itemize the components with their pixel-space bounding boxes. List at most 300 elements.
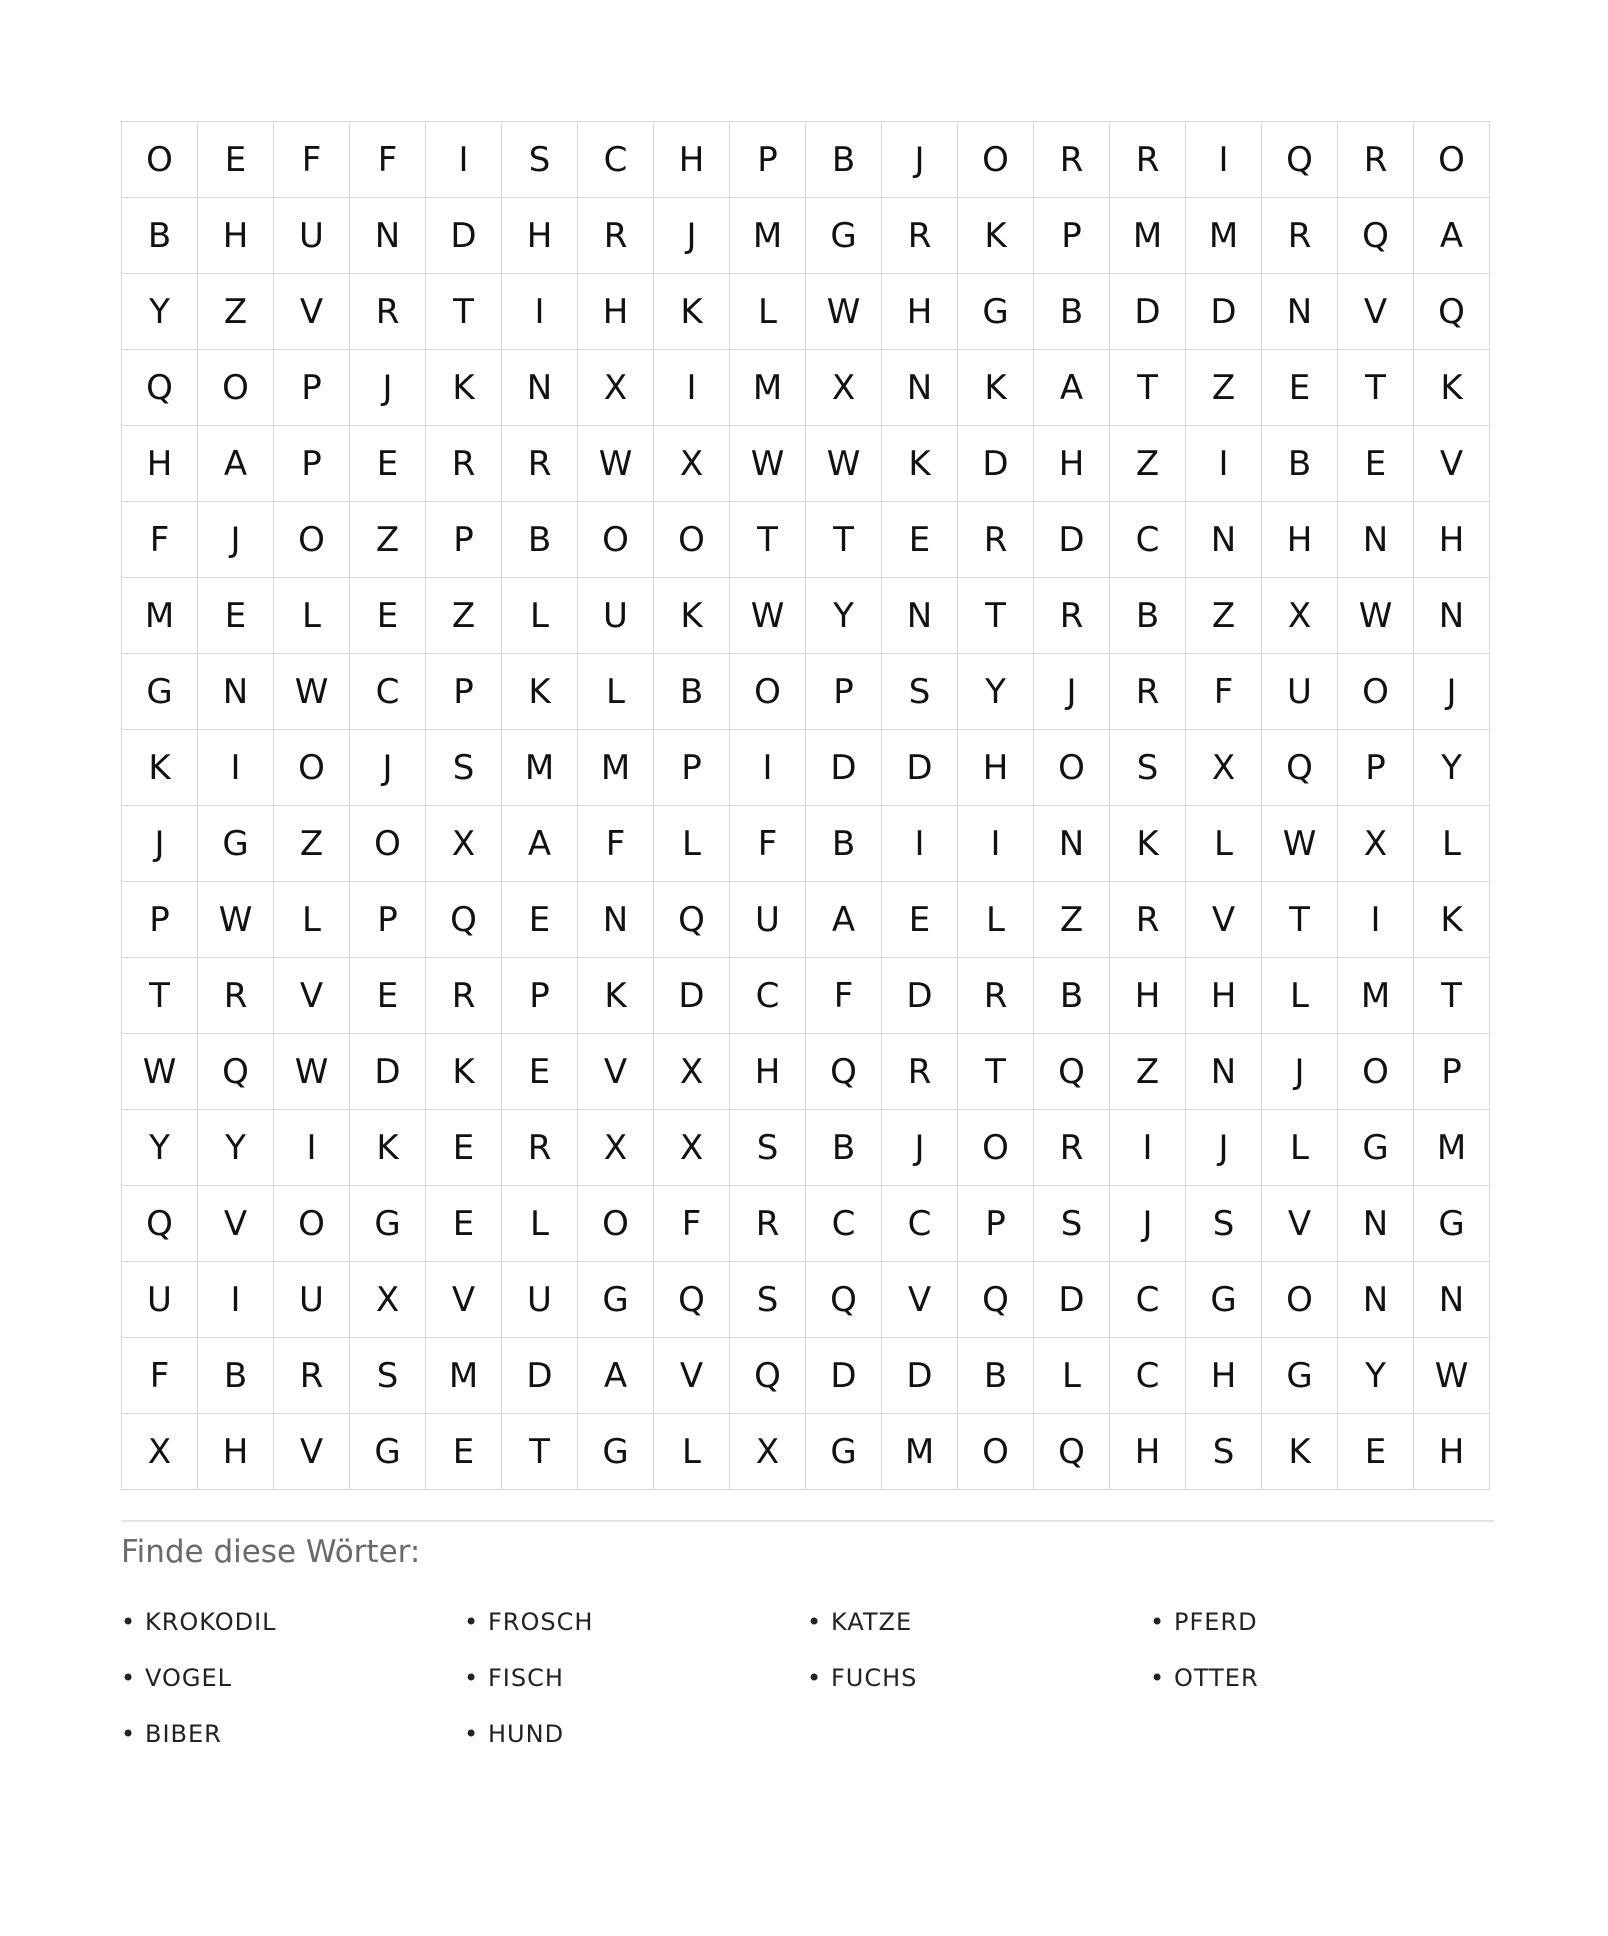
- grid-cell[interactable]: D: [806, 1338, 882, 1414]
- grid-cell[interactable]: H: [198, 198, 274, 274]
- grid-cell[interactable]: I: [654, 350, 730, 426]
- grid-cell[interactable]: U: [730, 882, 806, 958]
- grid-cell[interactable]: M: [578, 730, 654, 806]
- grid-cell[interactable]: G: [1262, 1338, 1338, 1414]
- grid-cell[interactable]: W: [274, 1034, 350, 1110]
- grid-cell[interactable]: S: [1186, 1414, 1262, 1490]
- grid-cell[interactable]: R: [1338, 122, 1414, 198]
- grid-cell[interactable]: T: [426, 274, 502, 350]
- grid-cell[interactable]: H: [578, 274, 654, 350]
- grid-cell[interactable]: V: [426, 1262, 502, 1338]
- grid-cell[interactable]: H: [1110, 1414, 1186, 1490]
- grid-cell[interactable]: A: [502, 806, 578, 882]
- grid-cell[interactable]: V: [654, 1338, 730, 1414]
- grid-cell[interactable]: R: [1110, 882, 1186, 958]
- grid-cell[interactable]: Z: [426, 578, 502, 654]
- grid-cell[interactable]: J: [1414, 654, 1490, 730]
- grid-cell[interactable]: N: [350, 198, 426, 274]
- grid-cell[interactable]: V: [1338, 274, 1414, 350]
- grid-cell[interactable]: J: [654, 198, 730, 274]
- grid-cell[interactable]: Q: [1338, 198, 1414, 274]
- grid-cell[interactable]: P: [502, 958, 578, 1034]
- grid-cell[interactable]: O: [578, 1186, 654, 1262]
- grid-cell[interactable]: N: [1262, 274, 1338, 350]
- grid-cell[interactable]: D: [350, 1034, 426, 1110]
- grid-cell[interactable]: E: [426, 1110, 502, 1186]
- grid-cell[interactable]: Z: [1110, 426, 1186, 502]
- grid-cell[interactable]: Q: [654, 882, 730, 958]
- grid-cell[interactable]: J: [1186, 1110, 1262, 1186]
- grid-cell[interactable]: R: [578, 198, 654, 274]
- grid-cell[interactable]: G: [350, 1186, 426, 1262]
- grid-cell[interactable]: K: [654, 578, 730, 654]
- grid-cell[interactable]: R: [502, 426, 578, 502]
- grid-cell[interactable]: H: [1262, 502, 1338, 578]
- grid-cell[interactable]: E: [426, 1186, 502, 1262]
- grid-cell[interactable]: R: [198, 958, 274, 1034]
- grid-cell[interactable]: G: [350, 1414, 426, 1490]
- grid-cell[interactable]: Z: [1186, 578, 1262, 654]
- grid-cell[interactable]: R: [958, 502, 1034, 578]
- grid-cell[interactable]: K: [1262, 1414, 1338, 1490]
- grid-cell[interactable]: E: [350, 426, 426, 502]
- grid-cell[interactable]: N: [1338, 1262, 1414, 1338]
- grid-cell[interactable]: S: [730, 1262, 806, 1338]
- grid-cell[interactable]: D: [882, 958, 958, 1034]
- grid-cell[interactable]: H: [958, 730, 1034, 806]
- grid-cell[interactable]: O: [1034, 730, 1110, 806]
- grid-cell[interactable]: A: [1034, 350, 1110, 426]
- grid-cell[interactable]: K: [958, 350, 1034, 426]
- grid-cell[interactable]: Y: [122, 1110, 198, 1186]
- grid-cell[interactable]: D: [958, 426, 1034, 502]
- grid-cell[interactable]: M: [1186, 198, 1262, 274]
- grid-cell[interactable]: B: [122, 198, 198, 274]
- grid-cell[interactable]: G: [1338, 1110, 1414, 1186]
- grid-cell[interactable]: E: [350, 958, 426, 1034]
- grid-cell[interactable]: W: [806, 274, 882, 350]
- grid-cell[interactable]: H: [1034, 426, 1110, 502]
- grid-cell[interactable]: D: [426, 198, 502, 274]
- grid-cell[interactable]: N: [1414, 578, 1490, 654]
- grid-cell[interactable]: M: [426, 1338, 502, 1414]
- grid-cell[interactable]: I: [1338, 882, 1414, 958]
- grid-cell[interactable]: A: [1414, 198, 1490, 274]
- grid-cell[interactable]: N: [882, 350, 958, 426]
- grid-cell[interactable]: T: [502, 1414, 578, 1490]
- grid-cell[interactable]: P: [1034, 198, 1110, 274]
- grid-cell[interactable]: D: [1186, 274, 1262, 350]
- grid-cell[interactable]: G: [806, 1414, 882, 1490]
- grid-cell[interactable]: R: [882, 1034, 958, 1110]
- grid-cell[interactable]: H: [1110, 958, 1186, 1034]
- grid-cell[interactable]: L: [1414, 806, 1490, 882]
- grid-cell[interactable]: C: [1110, 1338, 1186, 1414]
- grid-cell[interactable]: V: [1414, 426, 1490, 502]
- grid-cell[interactable]: L: [1186, 806, 1262, 882]
- grid-cell[interactable]: B: [958, 1338, 1034, 1414]
- grid-cell[interactable]: G: [198, 806, 274, 882]
- grid-cell[interactable]: X: [578, 350, 654, 426]
- grid-cell[interactable]: Y: [958, 654, 1034, 730]
- grid-cell[interactable]: L: [654, 1414, 730, 1490]
- grid-cell[interactable]: I: [958, 806, 1034, 882]
- grid-cell[interactable]: T: [806, 502, 882, 578]
- grid-cell[interactable]: B: [806, 1110, 882, 1186]
- grid-cell[interactable]: J: [882, 1110, 958, 1186]
- grid-cell[interactable]: T: [1414, 958, 1490, 1034]
- grid-cell[interactable]: Z: [1034, 882, 1110, 958]
- grid-cell[interactable]: J: [1262, 1034, 1338, 1110]
- grid-cell[interactable]: K: [502, 654, 578, 730]
- grid-cell[interactable]: H: [1414, 1414, 1490, 1490]
- grid-cell[interactable]: O: [122, 122, 198, 198]
- grid-cell[interactable]: D: [1110, 274, 1186, 350]
- grid-cell[interactable]: K: [1414, 350, 1490, 426]
- grid-cell[interactable]: Q: [806, 1262, 882, 1338]
- grid-cell[interactable]: Q: [654, 1262, 730, 1338]
- grid-cell[interactable]: L: [502, 1186, 578, 1262]
- grid-cell[interactable]: R: [274, 1338, 350, 1414]
- grid-cell[interactable]: N: [502, 350, 578, 426]
- grid-cell[interactable]: P: [426, 654, 502, 730]
- grid-cell[interactable]: X: [730, 1414, 806, 1490]
- grid-cell[interactable]: O: [274, 1186, 350, 1262]
- grid-cell[interactable]: Y: [806, 578, 882, 654]
- grid-cell[interactable]: X: [578, 1110, 654, 1186]
- grid-cell[interactable]: B: [806, 122, 882, 198]
- grid-cell[interactable]: B: [1110, 578, 1186, 654]
- grid-cell[interactable]: F: [274, 122, 350, 198]
- grid-cell[interactable]: U: [578, 578, 654, 654]
- grid-cell[interactable]: L: [1262, 958, 1338, 1034]
- grid-cell[interactable]: N: [1414, 1262, 1490, 1338]
- grid-cell[interactable]: M: [1110, 198, 1186, 274]
- grid-cell[interactable]: K: [350, 1110, 426, 1186]
- grid-cell[interactable]: E: [882, 502, 958, 578]
- grid-cell[interactable]: K: [1414, 882, 1490, 958]
- grid-cell[interactable]: U: [502, 1262, 578, 1338]
- grid-cell[interactable]: O: [350, 806, 426, 882]
- grid-cell[interactable]: R: [958, 958, 1034, 1034]
- grid-cell[interactable]: M: [730, 350, 806, 426]
- grid-cell[interactable]: Q: [1414, 274, 1490, 350]
- grid-cell[interactable]: X: [654, 1034, 730, 1110]
- grid-cell[interactable]: F: [806, 958, 882, 1034]
- grid-cell[interactable]: N: [578, 882, 654, 958]
- grid-cell[interactable]: H: [882, 274, 958, 350]
- grid-cell[interactable]: B: [1034, 274, 1110, 350]
- grid-cell[interactable]: L: [578, 654, 654, 730]
- grid-cell[interactable]: X: [426, 806, 502, 882]
- grid-cell[interactable]: O: [958, 1414, 1034, 1490]
- grid-cell[interactable]: I: [426, 122, 502, 198]
- grid-cell[interactable]: J: [350, 730, 426, 806]
- grid-cell[interactable]: K: [426, 1034, 502, 1110]
- grid-cell[interactable]: G: [1414, 1186, 1490, 1262]
- grid-cell[interactable]: O: [1262, 1262, 1338, 1338]
- grid-cell[interactable]: K: [122, 730, 198, 806]
- grid-cell[interactable]: R: [1034, 122, 1110, 198]
- grid-cell[interactable]: C: [806, 1186, 882, 1262]
- grid-cell[interactable]: Z: [1110, 1034, 1186, 1110]
- grid-cell[interactable]: T: [958, 1034, 1034, 1110]
- grid-cell[interactable]: N: [1034, 806, 1110, 882]
- grid-cell[interactable]: A: [806, 882, 882, 958]
- grid-cell[interactable]: C: [1110, 1262, 1186, 1338]
- grid-cell[interactable]: B: [198, 1338, 274, 1414]
- grid-cell[interactable]: I: [1186, 122, 1262, 198]
- grid-cell[interactable]: V: [578, 1034, 654, 1110]
- grid-cell[interactable]: L: [502, 578, 578, 654]
- grid-cell[interactable]: G: [806, 198, 882, 274]
- grid-cell[interactable]: O: [1338, 1034, 1414, 1110]
- grid-cell[interactable]: Q: [198, 1034, 274, 1110]
- grid-cell[interactable]: G: [1186, 1262, 1262, 1338]
- grid-cell[interactable]: D: [882, 1338, 958, 1414]
- grid-cell[interactable]: I: [198, 730, 274, 806]
- grid-cell[interactable]: S: [1186, 1186, 1262, 1262]
- grid-cell[interactable]: X: [350, 1262, 426, 1338]
- grid-cell[interactable]: P: [1414, 1034, 1490, 1110]
- grid-cell[interactable]: E: [882, 882, 958, 958]
- grid-cell[interactable]: H: [502, 198, 578, 274]
- grid-cell[interactable]: L: [1034, 1338, 1110, 1414]
- grid-cell[interactable]: V: [198, 1186, 274, 1262]
- grid-cell[interactable]: W: [730, 426, 806, 502]
- grid-cell[interactable]: D: [882, 730, 958, 806]
- grid-cell[interactable]: K: [654, 274, 730, 350]
- grid-cell[interactable]: Z: [1186, 350, 1262, 426]
- grid-cell[interactable]: P: [426, 502, 502, 578]
- grid-cell[interactable]: L: [274, 578, 350, 654]
- grid-cell[interactable]: D: [502, 1338, 578, 1414]
- grid-cell[interactable]: S: [502, 122, 578, 198]
- grid-cell[interactable]: J: [1034, 654, 1110, 730]
- grid-cell[interactable]: N: [1338, 502, 1414, 578]
- grid-cell[interactable]: N: [1186, 502, 1262, 578]
- grid-cell[interactable]: R: [1110, 654, 1186, 730]
- grid-cell[interactable]: L: [654, 806, 730, 882]
- grid-cell[interactable]: O: [274, 730, 350, 806]
- grid-cell[interactable]: P: [654, 730, 730, 806]
- grid-cell[interactable]: S: [882, 654, 958, 730]
- grid-cell[interactable]: P: [1338, 730, 1414, 806]
- grid-cell[interactable]: H: [654, 122, 730, 198]
- grid-cell[interactable]: V: [1262, 1186, 1338, 1262]
- grid-cell[interactable]: X: [1186, 730, 1262, 806]
- grid-cell[interactable]: Q: [730, 1338, 806, 1414]
- grid-cell[interactable]: Q: [958, 1262, 1034, 1338]
- grid-cell[interactable]: W: [730, 578, 806, 654]
- grid-cell[interactable]: U: [274, 1262, 350, 1338]
- grid-cell[interactable]: N: [882, 578, 958, 654]
- grid-cell[interactable]: B: [1034, 958, 1110, 1034]
- grid-cell[interactable]: P: [274, 426, 350, 502]
- grid-cell[interactable]: O: [198, 350, 274, 426]
- grid-cell[interactable]: O: [1338, 654, 1414, 730]
- grid-cell[interactable]: X: [654, 1110, 730, 1186]
- grid-cell[interactable]: S: [1110, 730, 1186, 806]
- grid-cell[interactable]: C: [1110, 502, 1186, 578]
- grid-cell[interactable]: J: [882, 122, 958, 198]
- grid-cell[interactable]: A: [198, 426, 274, 502]
- grid-cell[interactable]: R: [502, 1110, 578, 1186]
- grid-cell[interactable]: Y: [122, 274, 198, 350]
- grid-cell[interactable]: F: [122, 1338, 198, 1414]
- grid-cell[interactable]: T: [958, 578, 1034, 654]
- grid-cell[interactable]: E: [426, 1414, 502, 1490]
- grid-cell[interactable]: Q: [122, 350, 198, 426]
- grid-cell[interactable]: B: [654, 654, 730, 730]
- grid-cell[interactable]: T: [1262, 882, 1338, 958]
- grid-cell[interactable]: Z: [350, 502, 426, 578]
- grid-cell[interactable]: R: [350, 274, 426, 350]
- grid-cell[interactable]: W: [578, 426, 654, 502]
- grid-cell[interactable]: I: [198, 1262, 274, 1338]
- grid-cell[interactable]: J: [122, 806, 198, 882]
- grid-cell[interactable]: R: [730, 1186, 806, 1262]
- grid-cell[interactable]: F: [730, 806, 806, 882]
- grid-cell[interactable]: U: [1262, 654, 1338, 730]
- grid-cell[interactable]: L: [730, 274, 806, 350]
- grid-cell[interactable]: F: [350, 122, 426, 198]
- grid-cell[interactable]: H: [1186, 1338, 1262, 1414]
- grid-cell[interactable]: E: [502, 882, 578, 958]
- grid-cell[interactable]: M: [1338, 958, 1414, 1034]
- grid-cell[interactable]: O: [958, 1110, 1034, 1186]
- grid-cell[interactable]: H: [1186, 958, 1262, 1034]
- grid-cell[interactable]: F: [1186, 654, 1262, 730]
- grid-cell[interactable]: U: [274, 198, 350, 274]
- grid-cell[interactable]: Q: [1262, 730, 1338, 806]
- grid-cell[interactable]: S: [730, 1110, 806, 1186]
- grid-cell[interactable]: G: [578, 1262, 654, 1338]
- grid-cell[interactable]: L: [958, 882, 1034, 958]
- grid-cell[interactable]: F: [122, 502, 198, 578]
- grid-cell[interactable]: P: [958, 1186, 1034, 1262]
- grid-cell[interactable]: H: [730, 1034, 806, 1110]
- grid-cell[interactable]: G: [578, 1414, 654, 1490]
- grid-cell[interactable]: A: [578, 1338, 654, 1414]
- grid-cell[interactable]: U: [122, 1262, 198, 1338]
- grid-cell[interactable]: O: [654, 502, 730, 578]
- grid-cell[interactable]: G: [958, 274, 1034, 350]
- grid-cell[interactable]: P: [122, 882, 198, 958]
- grid-cell[interactable]: T: [730, 502, 806, 578]
- grid-cell[interactable]: V: [274, 274, 350, 350]
- grid-cell[interactable]: H: [122, 426, 198, 502]
- grid-cell[interactable]: R: [882, 198, 958, 274]
- grid-cell[interactable]: T: [1338, 350, 1414, 426]
- grid-cell[interactable]: S: [1034, 1186, 1110, 1262]
- grid-cell[interactable]: L: [274, 882, 350, 958]
- grid-cell[interactable]: D: [806, 730, 882, 806]
- grid-cell[interactable]: L: [1262, 1110, 1338, 1186]
- grid-cell[interactable]: C: [578, 122, 654, 198]
- grid-cell[interactable]: I: [730, 730, 806, 806]
- grid-cell[interactable]: X: [122, 1414, 198, 1490]
- grid-cell[interactable]: Z: [198, 274, 274, 350]
- grid-cell[interactable]: Y: [1414, 730, 1490, 806]
- grid-cell[interactable]: K: [578, 958, 654, 1034]
- grid-cell[interactable]: C: [882, 1186, 958, 1262]
- grid-cell[interactable]: W: [122, 1034, 198, 1110]
- grid-cell[interactable]: B: [806, 806, 882, 882]
- grid-cell[interactable]: B: [1262, 426, 1338, 502]
- grid-cell[interactable]: F: [654, 1186, 730, 1262]
- grid-cell[interactable]: K: [426, 350, 502, 426]
- grid-cell[interactable]: Y: [1338, 1338, 1414, 1414]
- grid-cell[interactable]: M: [122, 578, 198, 654]
- grid-cell[interactable]: E: [198, 122, 274, 198]
- grid-cell[interactable]: I: [274, 1110, 350, 1186]
- grid-cell[interactable]: Q: [1262, 122, 1338, 198]
- grid-cell[interactable]: W: [1414, 1338, 1490, 1414]
- grid-cell[interactable]: M: [1414, 1110, 1490, 1186]
- grid-cell[interactable]: X: [1338, 806, 1414, 882]
- grid-cell[interactable]: I: [1186, 426, 1262, 502]
- grid-cell[interactable]: K: [1110, 806, 1186, 882]
- grid-cell[interactable]: W: [198, 882, 274, 958]
- grid-cell[interactable]: K: [958, 198, 1034, 274]
- grid-cell[interactable]: N: [1338, 1186, 1414, 1262]
- grid-cell[interactable]: X: [806, 350, 882, 426]
- grid-cell[interactable]: Q: [1034, 1414, 1110, 1490]
- grid-cell[interactable]: E: [502, 1034, 578, 1110]
- grid-cell[interactable]: S: [426, 730, 502, 806]
- grid-cell[interactable]: D: [1034, 1262, 1110, 1338]
- grid-cell[interactable]: I: [882, 806, 958, 882]
- grid-cell[interactable]: E: [1338, 426, 1414, 502]
- grid-cell[interactable]: X: [1262, 578, 1338, 654]
- grid-cell[interactable]: O: [958, 122, 1034, 198]
- grid-cell[interactable]: R: [426, 426, 502, 502]
- grid-cell[interactable]: Q: [122, 1186, 198, 1262]
- grid-cell[interactable]: M: [882, 1414, 958, 1490]
- grid-cell[interactable]: O: [1414, 122, 1490, 198]
- grid-cell[interactable]: V: [274, 1414, 350, 1490]
- grid-cell[interactable]: W: [806, 426, 882, 502]
- grid-cell[interactable]: B: [502, 502, 578, 578]
- grid-cell[interactable]: J: [1110, 1186, 1186, 1262]
- grid-cell[interactable]: P: [274, 350, 350, 426]
- grid-cell[interactable]: R: [1034, 578, 1110, 654]
- grid-cell[interactable]: J: [198, 502, 274, 578]
- grid-cell[interactable]: O: [730, 654, 806, 730]
- grid-cell[interactable]: K: [882, 426, 958, 502]
- grid-cell[interactable]: W: [1338, 578, 1414, 654]
- grid-cell[interactable]: E: [350, 578, 426, 654]
- grid-cell[interactable]: P: [806, 654, 882, 730]
- grid-cell[interactable]: R: [426, 958, 502, 1034]
- grid-cell[interactable]: R: [1110, 122, 1186, 198]
- grid-cell[interactable]: E: [1338, 1414, 1414, 1490]
- grid-cell[interactable]: X: [654, 426, 730, 502]
- grid-cell[interactable]: E: [198, 578, 274, 654]
- grid-cell[interactable]: J: [350, 350, 426, 426]
- grid-cell[interactable]: V: [1186, 882, 1262, 958]
- grid-cell[interactable]: H: [198, 1414, 274, 1490]
- grid-cell[interactable]: Q: [426, 882, 502, 958]
- grid-cell[interactable]: P: [730, 122, 806, 198]
- grid-cell[interactable]: P: [350, 882, 426, 958]
- grid-cell[interactable]: N: [198, 654, 274, 730]
- grid-cell[interactable]: C: [730, 958, 806, 1034]
- grid-cell[interactable]: D: [654, 958, 730, 1034]
- grid-cell[interactable]: O: [578, 502, 654, 578]
- grid-cell[interactable]: R: [1034, 1110, 1110, 1186]
